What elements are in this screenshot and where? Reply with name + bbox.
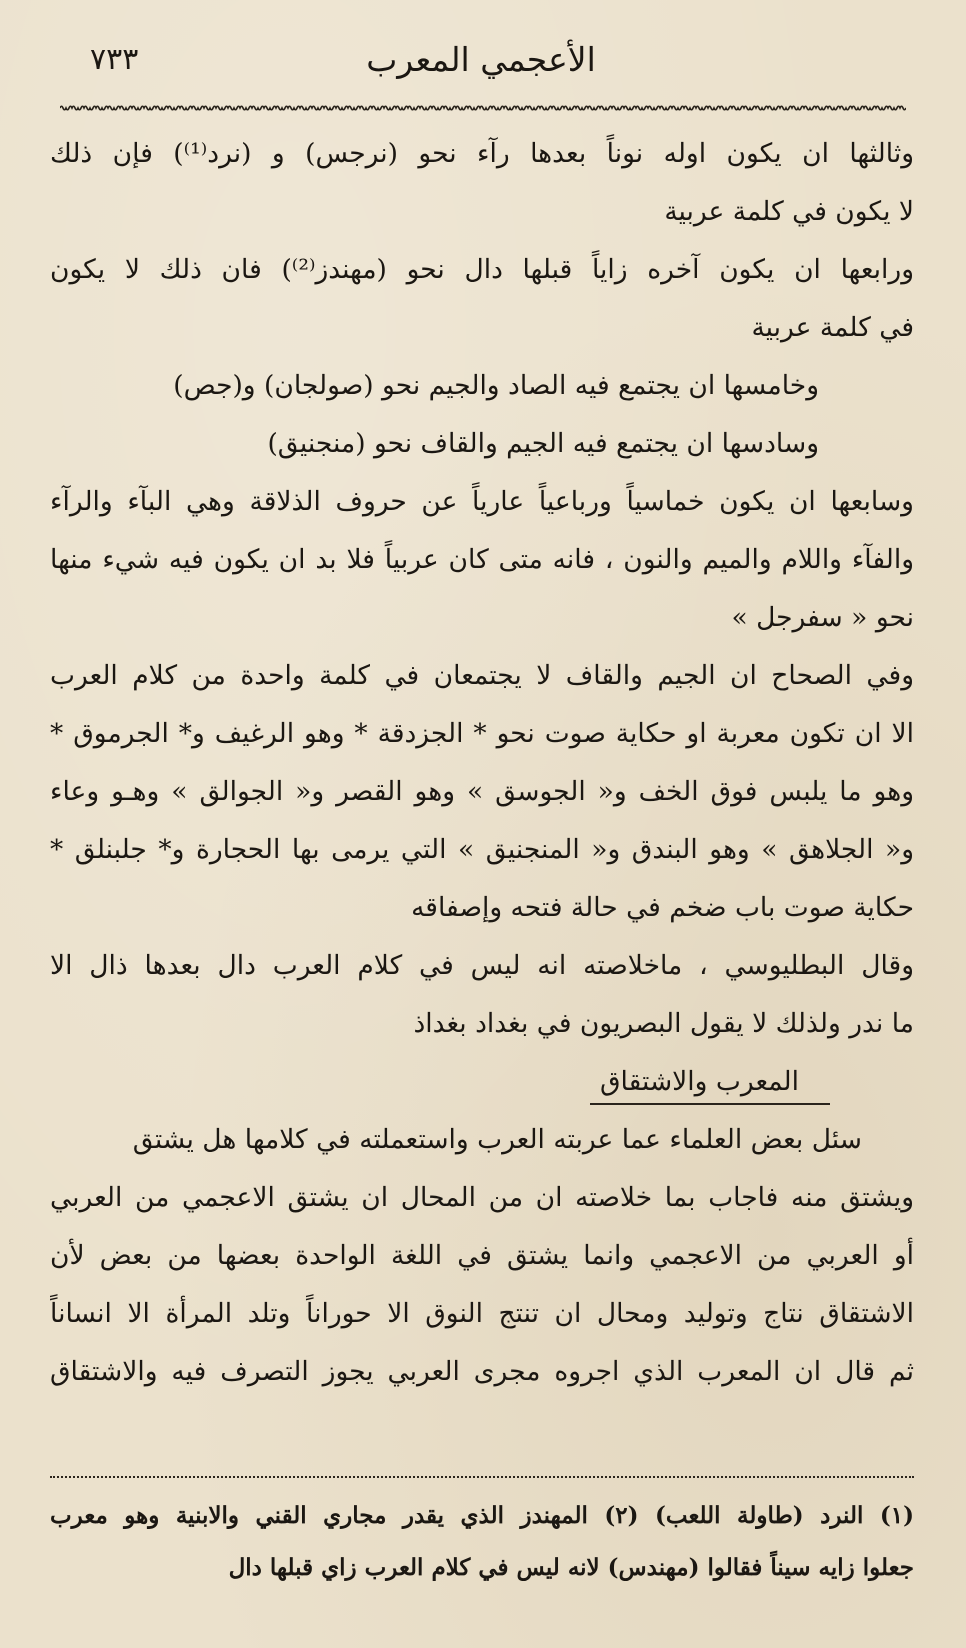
text-line: وفي الصحاح ان الجيم والقاف لا يجتمعان في كلمة واحدة من كلام العرب bbox=[50, 660, 914, 691]
page-number: ٧٣٣ bbox=[90, 42, 139, 77]
text-line: وسابعها ان يكون خماسياً ورباعياً عارياً عن حروف الذلاقة وهي البآء والرآء bbox=[50, 486, 914, 517]
text-line: سئل بعض العلماء عما عربته العرب واستعملته في كلامها هل يشتق bbox=[132, 1124, 862, 1155]
text-line: ويشتق منه فاجاب بما خلاصته ان من المحال ان يشتق الاعجمي من العربي bbox=[50, 1182, 914, 1213]
text-line: وقال البطليوسي ، ماخلاصته انه ليس في كلام العرب دال بعدها ذال الا bbox=[50, 950, 914, 981]
section-heading-text: المعرب والاشتقاق bbox=[599, 1066, 799, 1097]
text-line: ثم قال ان المعرب الذي اجروه مجرى العربي يجوز التصرف فيه والاشتقاق bbox=[50, 1356, 914, 1387]
text-line: وخامسها ان يجتمع فيه الصاد والجيم نحو (صولجان) و(جص) bbox=[173, 370, 819, 401]
text-line: ما ندر ولذلك لا يقول البصريون في بغداد بغداذ bbox=[413, 1008, 914, 1039]
text-line: حكاية صوت باب ضخم في حالة فتحه وإصفاقه bbox=[411, 892, 914, 923]
text-line: في كلمة عربية bbox=[751, 312, 914, 343]
text-line: و« الجلاهق » وهو البندق و« المنجنيق » التي يرمى بها الحجارة و* جلبنلق * bbox=[50, 834, 914, 865]
footnote-separator bbox=[50, 1476, 914, 1478]
text-line: وسادسها ان يجتمع فيه الجيم والقاف نحو (منجنيق) bbox=[267, 428, 819, 459]
section-heading bbox=[50, 1053, 914, 1111]
main-text bbox=[50, 125, 914, 1401]
section-heading-underline bbox=[590, 1103, 830, 1105]
running-title: الأعجمي المعرب bbox=[366, 40, 596, 79]
text-line: وثالثها ان يكون اوله نوناً بعدها رآء نحو (نرجس) و (نرد⁽¹⁾) فإن ذلك bbox=[50, 138, 914, 169]
text-line: لا يكون في كلمة عربية bbox=[664, 196, 914, 227]
header-wavy-rule bbox=[60, 104, 906, 112]
text-line: الاشتقاق نتاج وتوليد ومحال ان تنتج النوق الا حوراناً وتلد المرأة الا انساناً bbox=[50, 1298, 914, 1329]
text-line: الا ان تكون معربة او حكاية صوت نحو * الجزدقة * وهو الرغيف و* الجرموق * bbox=[50, 718, 914, 749]
text-line: وهو ما يلبس فوق الخف و« الجوسق » وهو القصر و« الجوالق » وهـو وعاء bbox=[50, 776, 914, 807]
page-header bbox=[60, 30, 902, 100]
text-line: ورابعها ان يكون آخره زاياً قبلها دال نحو (مهندز⁽²⁾) فان ذلك لا يكون bbox=[50, 254, 914, 285]
text-line: أو العربي من الاعجمي وانما يشتق في اللغة الواحدة بعضها من بعض لأن bbox=[50, 1240, 914, 1271]
text-line: والفآء واللام والميم والنون ، فانه متى كان عربياً فلا بد ان يكون فيه شيء منها bbox=[50, 544, 914, 575]
footnotes bbox=[50, 1490, 914, 1594]
footnote-line: جعلوا زايه سيناً فقالوا (مهندس) لانه ليس في كلام العرب زاي قبلها دال bbox=[228, 1554, 914, 1581]
footnote-line: (١) النرد (طاولة اللعب) (٢) المهندز الذي يقدر مجاري القني والابنية وهو معرب bbox=[50, 1502, 914, 1529]
text-line: نحو « سفرجل » bbox=[731, 602, 914, 633]
